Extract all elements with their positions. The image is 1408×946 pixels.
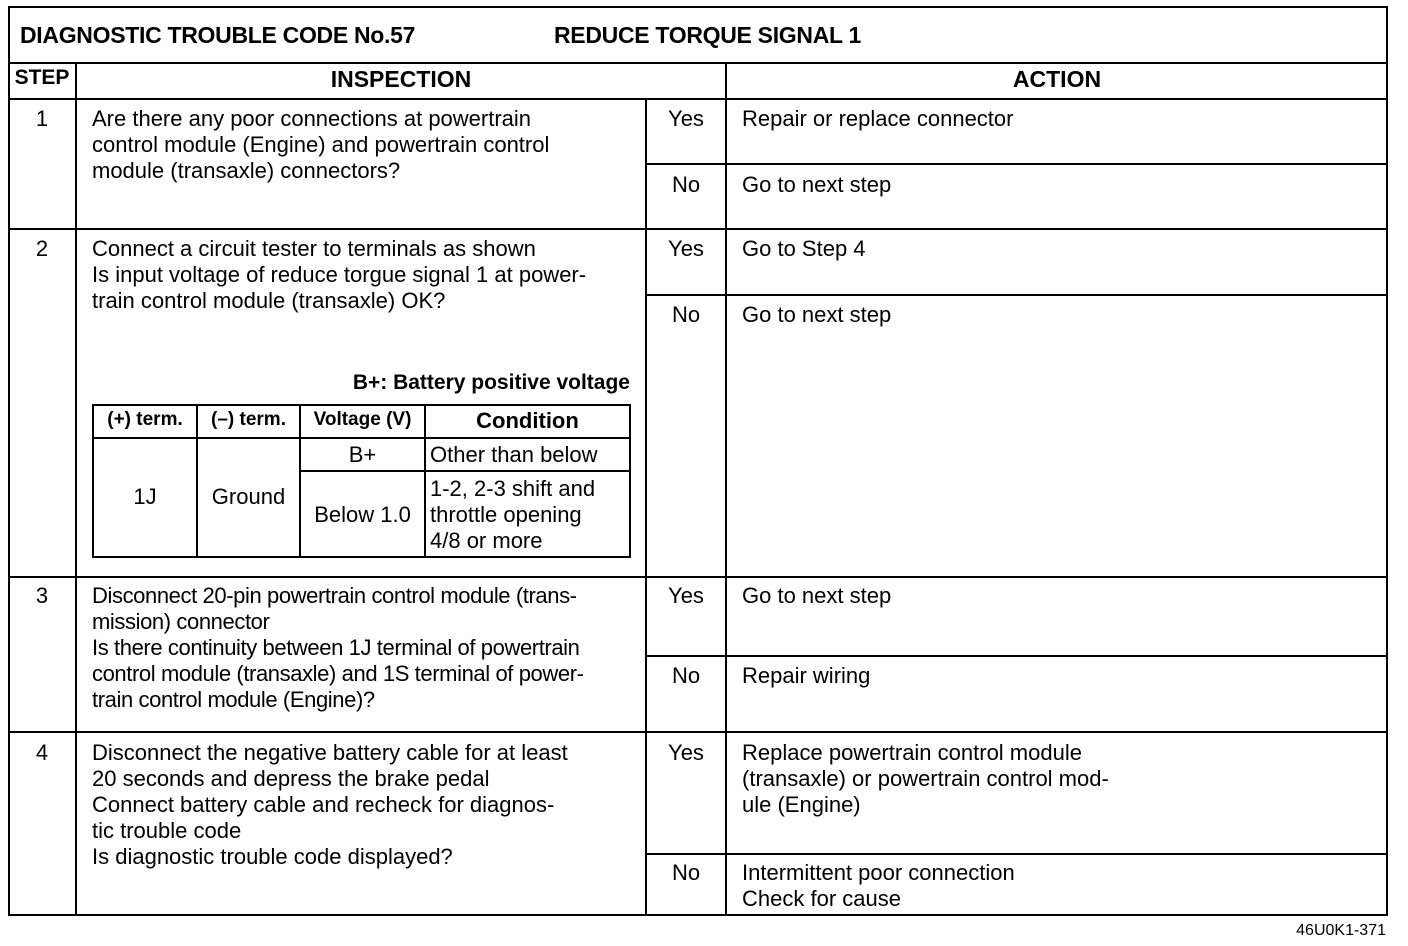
minus-term-value: Ground xyxy=(211,484,286,509)
step-number: 4 xyxy=(35,740,49,765)
plus-term-header: (+) term. xyxy=(107,409,183,430)
no-label: No xyxy=(671,663,701,688)
yes-label: Yes xyxy=(668,740,704,765)
condition-header: Condition xyxy=(476,408,579,433)
step1-divider xyxy=(8,228,1388,230)
step2-yes-no-divider xyxy=(646,294,1388,296)
step-header: STEP xyxy=(14,66,70,89)
step-inspection: Disconnect 20-pin powertrain control module (trans- mission) connector Is there continuity between 1J terminal of powertrain control module (transaxle) and 1S terminal of power- train control module (Engine)? xyxy=(92,583,584,712)
no-action: Intermittent poor connection Check for cause xyxy=(742,860,1015,911)
no-action: Repair wiring xyxy=(742,663,871,688)
step1-yes-no-divider xyxy=(646,163,1388,165)
step-number: 1 xyxy=(35,106,49,131)
action-header: ACTION xyxy=(1012,66,1102,92)
header-divider xyxy=(8,98,1388,100)
condition-value: Other than below xyxy=(430,442,598,467)
voltage-value: B+ xyxy=(348,442,377,467)
step-number: 2 xyxy=(35,236,49,261)
yes-label: Yes xyxy=(668,236,704,261)
title-divider xyxy=(8,62,1388,64)
step4-yes-no-divider xyxy=(646,853,1388,855)
no-action: Go to next step xyxy=(742,172,892,197)
yes-action: Repair or replace connector xyxy=(742,106,1014,131)
step3-yes-no-divider xyxy=(646,655,1388,657)
voltage-value: Below 1.0 xyxy=(314,502,411,527)
step-inspection: Connect a circuit tester to terminals as shown Is input voltage of reduce torgue signal 1 at power- train control module (transaxle) OK? xyxy=(92,236,587,313)
no-label: No xyxy=(671,302,701,327)
voltage-table-header-line xyxy=(92,437,631,439)
figure-code: 46U0K1-371 xyxy=(1296,922,1386,939)
voltage-table-row-line xyxy=(300,470,631,472)
yes-label: Yes xyxy=(668,106,704,131)
no-label: No xyxy=(671,860,701,885)
yes-action: Go to Step 4 xyxy=(742,236,866,261)
step-column-divider xyxy=(75,62,77,916)
yes-label: Yes xyxy=(668,583,704,608)
step-number: 3 xyxy=(35,583,49,608)
step-inspection: Disconnect the negative battery cable for at least 20 seconds and depress the brake pedal Connect battery cable and recheck for diagnos- tic trouble code Is diagnostic trouble code displayed? xyxy=(92,740,568,869)
step2-divider xyxy=(8,576,1388,578)
battery-note: B+: Battery positive voltage xyxy=(352,371,630,394)
step-inspection: Are there any poor connections at powertrain control module (Engine) and powertrain control module (transaxle) connectors? xyxy=(92,106,550,183)
yes-action: Replace powertrain control module (transaxle) or powertrain control mod- ule (Engine) xyxy=(742,740,1109,817)
minus-term-header: (–) term. xyxy=(211,409,286,430)
no-label: No xyxy=(671,172,701,197)
inspection-header: INSPECTION xyxy=(330,66,472,92)
yes-action: Go to next step xyxy=(742,583,892,608)
plus-term-value: 1J xyxy=(133,484,157,509)
answer-column-divider xyxy=(645,98,647,916)
voltage-header: Voltage (V) xyxy=(313,409,412,430)
condition-value: 1-2, 2-3 shift and throttle opening 4/8 or more xyxy=(430,476,596,553)
step3-divider xyxy=(8,731,1388,733)
dtc-title: DIAGNOSTIC TROUBLE CODE No.57 xyxy=(20,22,416,48)
dtc-name: REDUCE TORQUE SIGNAL 1 xyxy=(554,22,861,48)
no-action: Go to next step xyxy=(742,302,892,327)
